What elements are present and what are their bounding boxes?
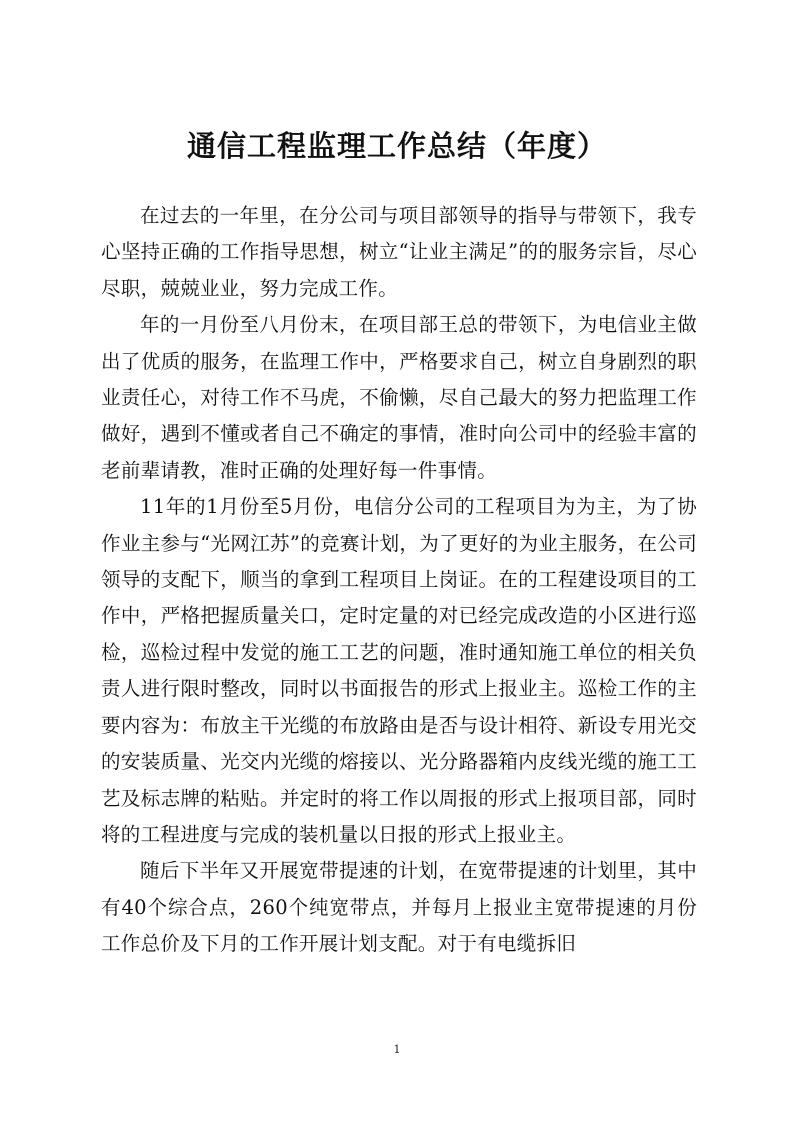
paragraph: 随后下半年又开展宽带提速的计划，在宽带提速的计划里，其中有40个综合点，260个纯宽带点，并每月上报业主宽带提速的月份工作总价及下月的工作开展计划支配。对于有电缆拆旧 <box>101 859 697 956</box>
paragraph: 在过去的一年里，在分公司与项目部领导的指导与带领下，我专心坚持正确的工作指导思想，树立“让业主满足”的的服务宗旨，尽心尽职，兢兢业业，努力完成工作。 <box>101 204 697 300</box>
page-number: 1 <box>393 1043 401 1056</box>
document-title: 通信工程监理工作总结（年度） <box>186 129 607 163</box>
paragraph: 年的一月份至八月份末，在项目部王总的带领下，为电信业主做出了优质的服务，在监理工作中，严格要求自己，树立自身剧烈的职业责任心，对待工作不马虎，不偷懒，尽自己最大的努力把监理工作做好，遇到不懂或者自己不确定的事情，准时向公司中的经验丰富的老前辈请教，准时正确的处理好每一件事情。 <box>101 313 697 482</box>
paragraph: 11年的1月份至5月份，电信分公司的工程项目为为主，为了协作业主参与“光网江苏”的竞赛计划，为了更好的为业主服务，在公司领导的支配下，顺当的拿到工程项目上岗证。在的工程建设项目的工作中，严格把握质量关口，定时定量的对已经完成改造的小区进行巡检，巡检过程中发觉的施工工艺的问题，准时通知施工单位的相关负责人进行限时整改，同时以书面报告的形式上报业主。巡检工作的主要内容为：布放主干光缆的布放路由是否与设计相符、新设专用光交的安装质量、光交内光缆的熔接以、光分路器箱内皮线光缆的施工工艺及标志牌的粘贴。并定时的将工作以周报的形式上报项目部，同时将的工程进度与完成的装机量以日报的形式上报业主。 <box>101 495 697 846</box>
document-body <box>101 198 697 963</box>
